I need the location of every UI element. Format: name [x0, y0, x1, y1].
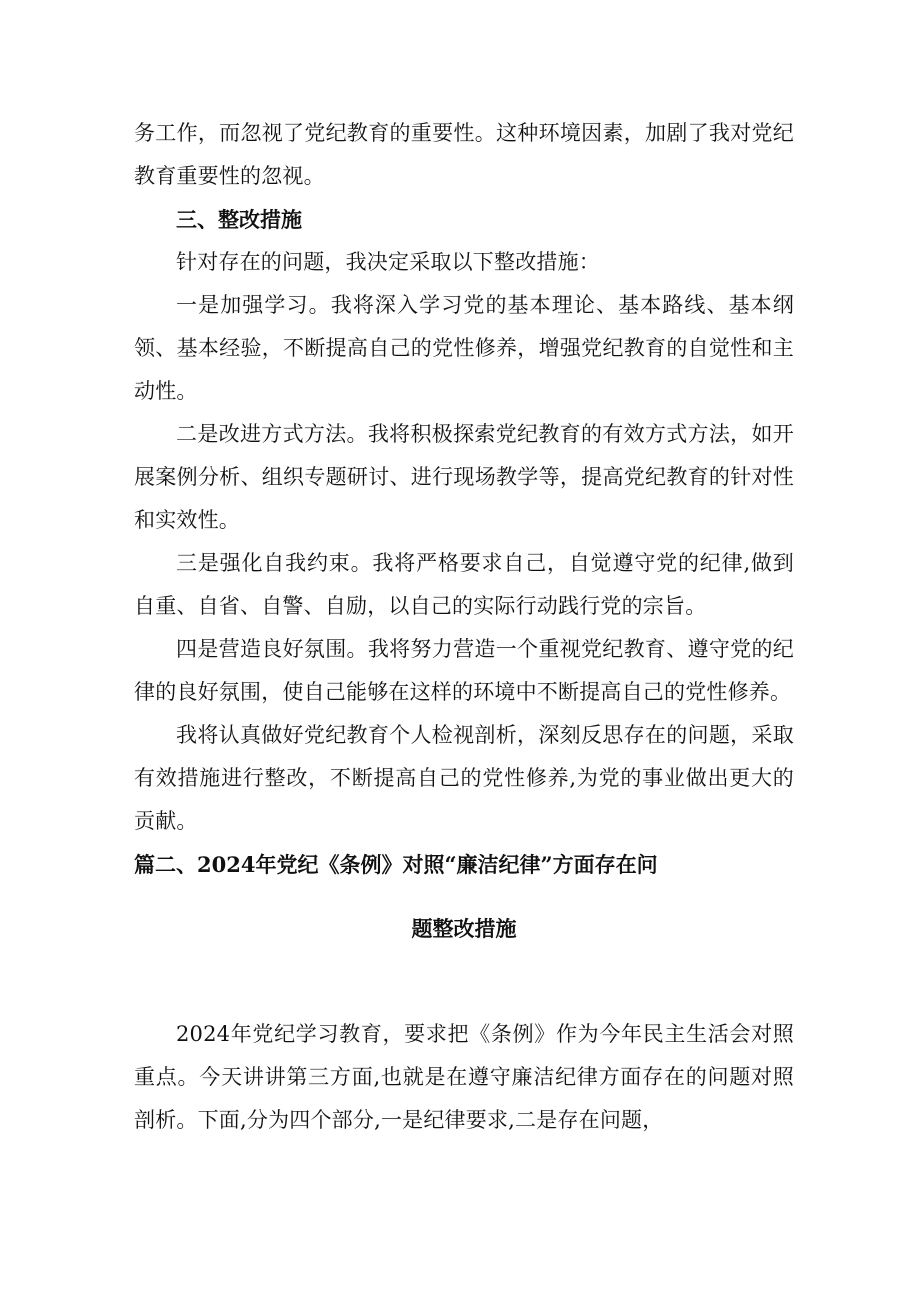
section2-title-line2: 题整改措施 — [411, 916, 517, 941]
paragraph-continuation: 务工作，而忽视了党纪教育的重要性。这种环境因素，加剧了我对党纪教育重要性的忽视。 — [134, 121, 794, 188]
paragraph-measure-3: 三是强化自我约束。我将严格要求自己，自觉遵守党的纪律,做到自重、自省、自警、自励，以自己的实际行动践行党的宗旨。 — [134, 551, 794, 618]
paragraph-measure-1: 一是加强学习。我将深入学习党的基本理论、基本路线、基本纲领、基本经验，不断提高自己的党性修养，增强党纪教育的自觉性和主动性。 — [134, 293, 794, 403]
paragraph-conclusion: 我将认真做好党纪教育个人检视剖析，深刻反思存在的问题，采取有效措施进行整改，不断提高自己的党性修养,为党的事业做出更大的贡献。 — [134, 723, 794, 833]
paragraph-measure-2: 二是改进方式方法。我将积极探索党纪教育的有效方式方法，如开展案例分析、组织专题研讨、进行现场教学等，提高党纪教育的针对性和实效性。 — [134, 422, 794, 532]
paragraph-intro-measures: 针对存在的问题，我决定采取以下整改措施： — [176, 250, 600, 274]
section2-paragraph-1: 2024年党纪学习教育，要求把《条例》作为今年民主生活会对照重点。今天讲讲第三方面,也就是在遵守廉洁纪律方面存在的问题对照剖析。下面,分为四个部分,一是纪律要求,二是存在问题， — [134, 1022, 794, 1132]
section2-title-line1: 篇二、2024年党纪《条例》对照“廉洁纪律”方面存在问 — [134, 852, 658, 877]
section-heading-rectification: 三、整改措施 — [176, 207, 302, 232]
document-body — [134, 112, 794, 1142]
paragraph-measure-4: 四是营造良好氛围。我将努力营造一个重视党纪教育、遵守党的纪律的良好氛围，使自己能够在这样的环境中不断提高自己的党性修养。 — [134, 637, 794, 704]
